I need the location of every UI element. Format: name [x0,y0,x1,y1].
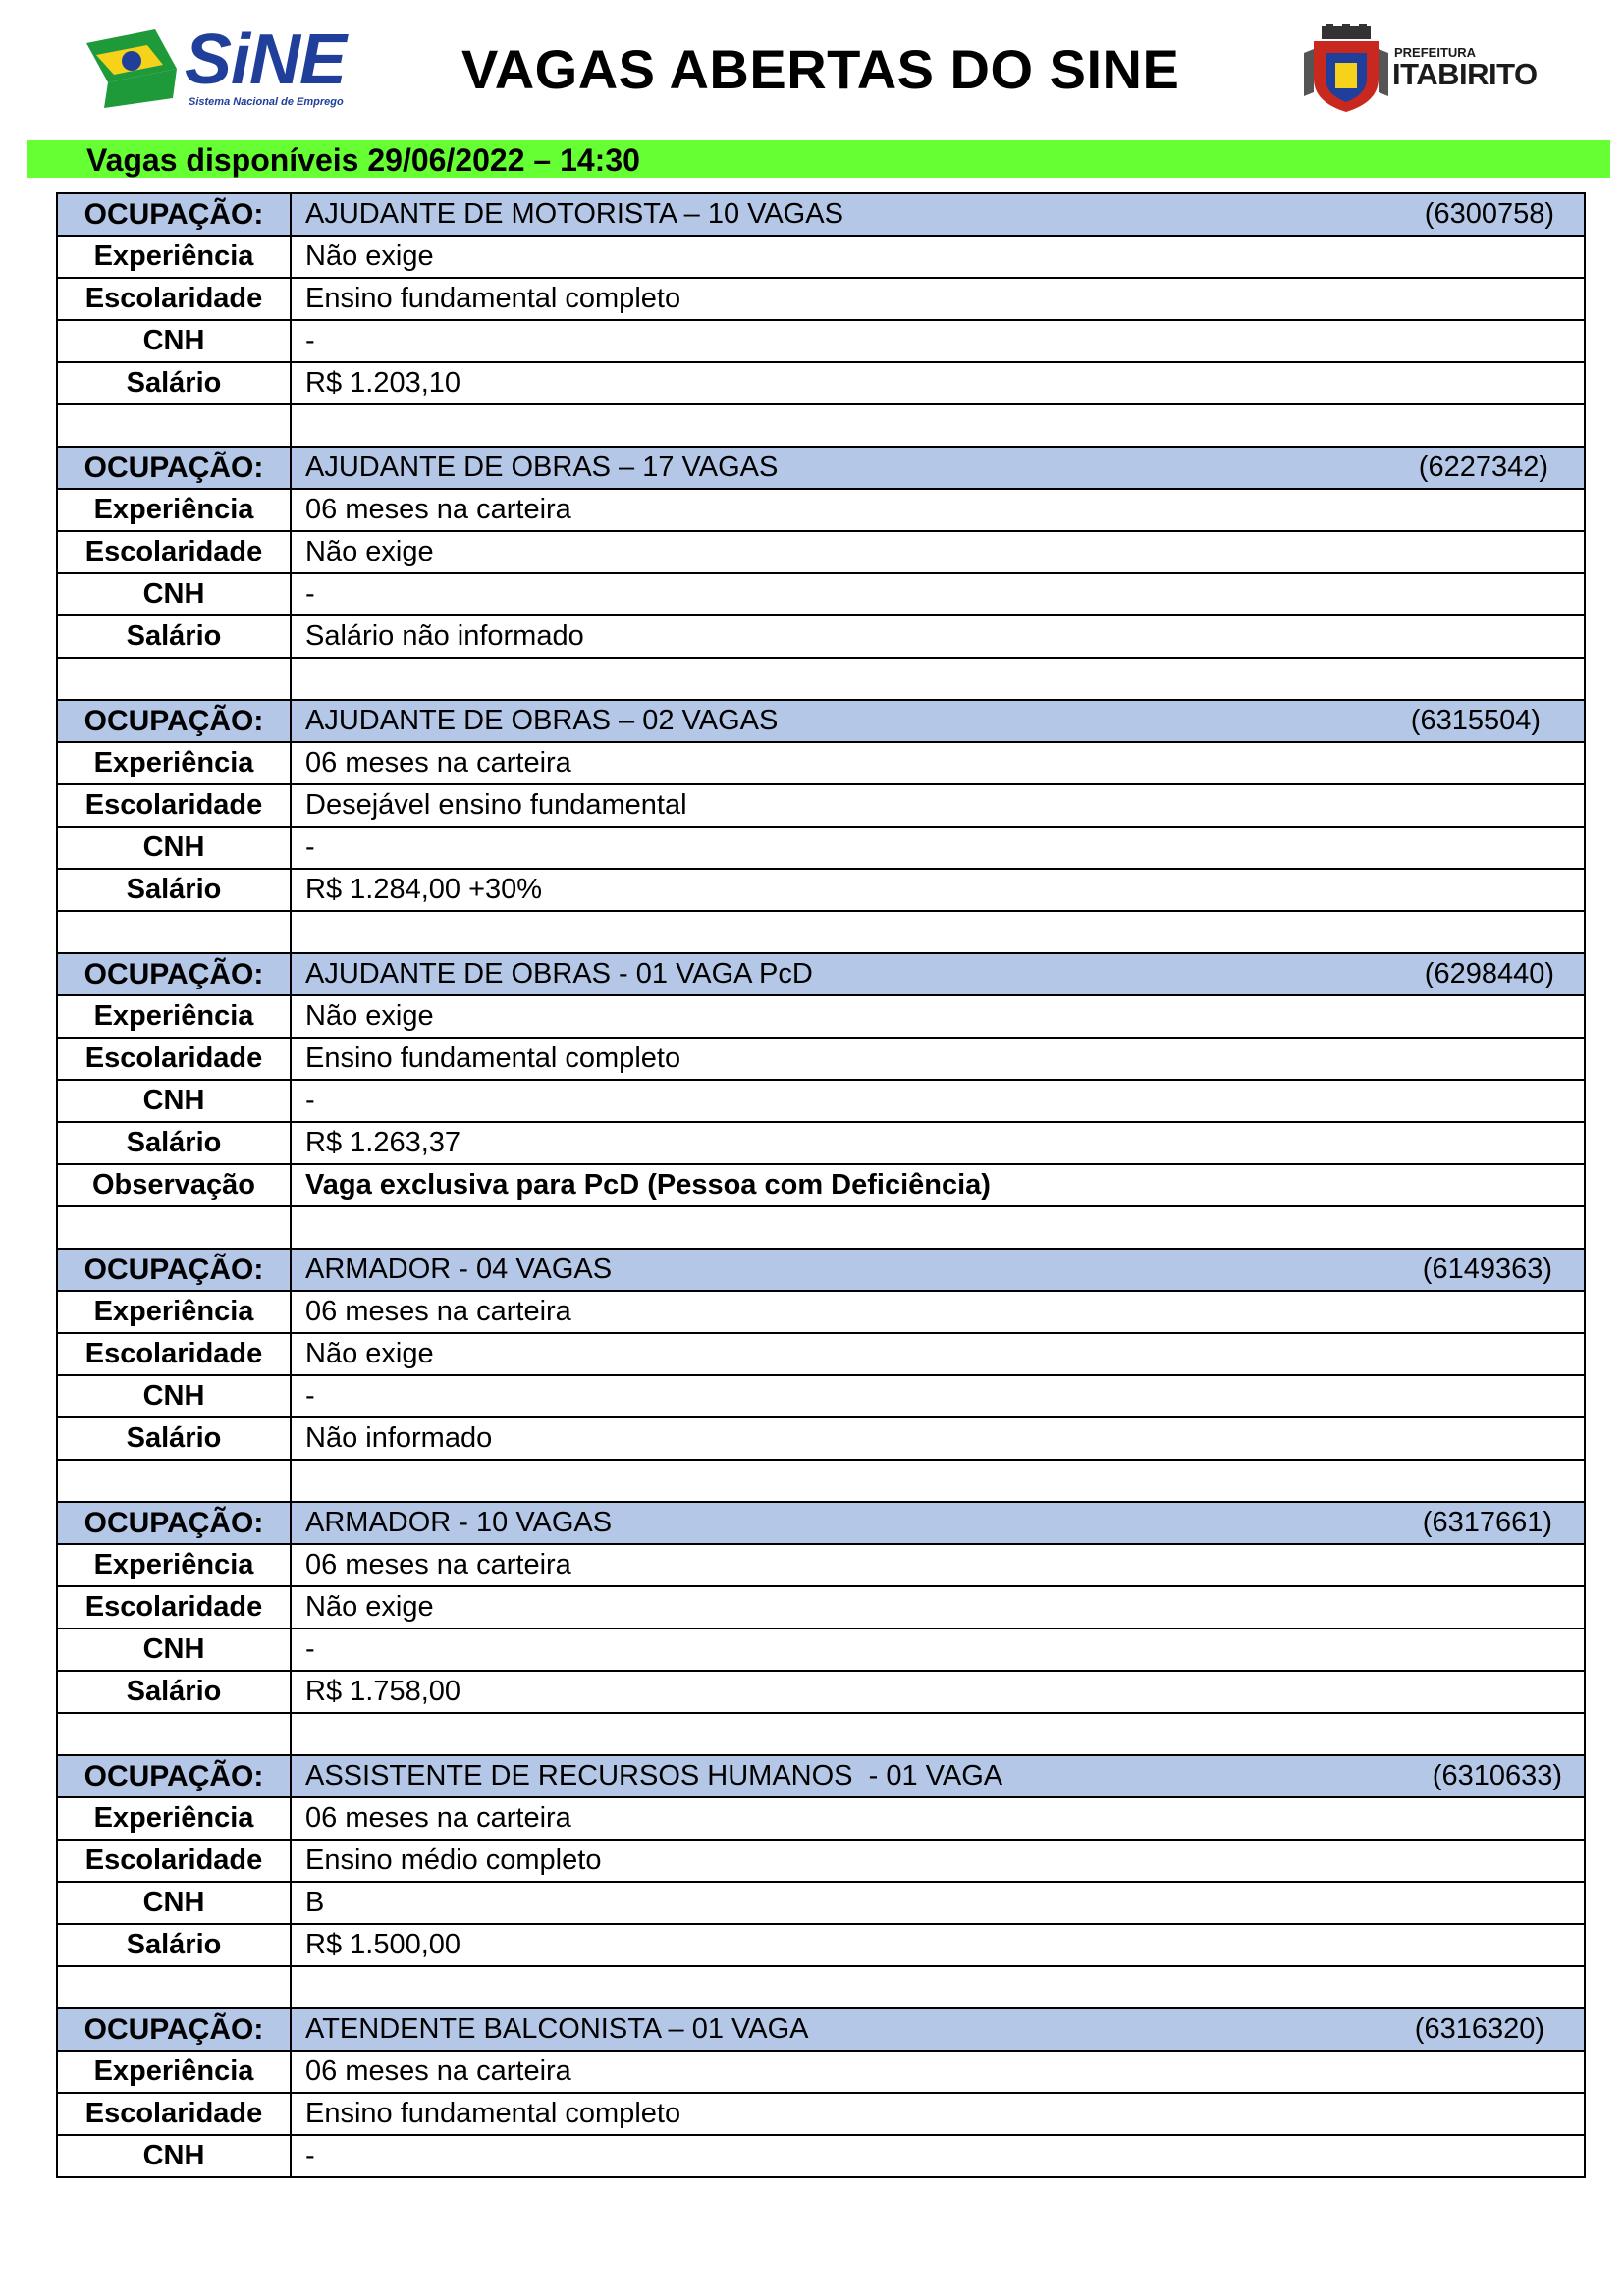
job-title: AJUDANTE DE MOTORISTA – 10 VAGAS [305,198,843,230]
spacer-cell [291,658,1585,700]
education-value: Desejável ensino fundamental [291,784,1585,827]
experience-value: 06 meses na carteira [291,1797,1585,1840]
license-label: CNH [57,2135,291,2177]
salary-label: Salário [57,869,291,911]
experience-row [57,742,1585,784]
spacer-cell [291,1966,1585,2008]
experience-value: 06 meses na carteira [291,2051,1585,2093]
page-header [0,0,1624,137]
job-code: (6300758) [1424,198,1554,230]
occupation-value [291,700,1585,742]
job-title: AJUDANTE DE OBRAS – 02 VAGAS [305,705,779,736]
sine-logo [86,21,361,116]
spacer-row [57,1966,1585,2008]
occupation-value [291,1502,1585,1544]
spacer-cell [291,1713,1585,1755]
job-title: ASSISTENTE DE RECURSOS HUMANOS - 01 VAGA [305,1760,1003,1791]
license-row [57,1375,1585,1417]
spacer-cell [291,1206,1585,1249]
experience-value: 06 meses na carteira [291,489,1585,531]
occupation-label: OCUPAÇÃO: [57,1755,291,1797]
education-label: Escolaridade [57,531,291,573]
license-value: - [291,1629,1585,1671]
salary-label: Salário [57,1417,291,1460]
education-value: Ensino fundamental completo [291,278,1585,320]
license-value: - [291,1080,1585,1122]
job-code: (6310633) [1432,1760,1562,1791]
salary-value: R$ 1.500,00 [291,1924,1585,1966]
license-value: - [291,320,1585,362]
spacer-row [57,911,1585,953]
license-row [57,827,1585,869]
occupation-label: OCUPAÇÃO: [57,193,291,236]
job-code: (6227342) [1418,452,1548,483]
spacer-row [57,658,1585,700]
education-value: Ensino fundamental completo [291,1038,1585,1080]
note-label: Observação [57,1164,291,1206]
salary-row [57,1671,1585,1713]
occupation-label: OCUPAÇÃO: [57,953,291,995]
education-label: Escolaridade [57,1586,291,1629]
salary-label: Salário [57,1671,291,1713]
salary-label: Salário [57,615,291,658]
experience-row [57,236,1585,278]
sine-logo-subtitle: Sistema Nacional de Emprego [189,96,344,108]
salary-row [57,615,1585,658]
salary-value: R$ 1.203,10 [291,362,1585,404]
salary-row [57,869,1585,911]
occupation-row [57,700,1585,742]
experience-label: Experiência [57,236,291,278]
salary-label: Salário [57,362,291,404]
license-value: B [291,1882,1585,1924]
spacer-row [57,404,1585,447]
experience-label: Experiência [57,1797,291,1840]
note-value: Vaga exclusiva para PcD (Pessoa com Deficiência) [291,1164,1585,1206]
city-crest-icon [1304,24,1388,114]
job-title: AJUDANTE DE OBRAS – 17 VAGAS [305,452,779,483]
occupation-label: OCUPAÇÃO: [57,447,291,489]
note-row [57,1164,1585,1206]
education-value: Não exige [291,531,1585,573]
license-label: CNH [57,573,291,615]
license-label: CNH [57,320,291,362]
spacer-cell [291,1460,1585,1502]
salary-value: R$ 1.284,00 +30% [291,869,1585,911]
prefeitura-label: PREFEITURA [1394,45,1477,60]
license-label: CNH [57,1375,291,1417]
spacer-row [57,1206,1585,1249]
occupation-row [57,193,1585,236]
job-listings-table [56,192,1586,2178]
spacer-row [57,1460,1585,1502]
experience-value: 06 meses na carteira [291,1544,1585,1586]
city-name: ITABIRITO [1392,57,1538,91]
license-row [57,1629,1585,1671]
education-label: Escolaridade [57,784,291,827]
occupation-row [57,447,1585,489]
spacer-cell [57,404,291,447]
experience-value: 06 meses na carteira [291,742,1585,784]
license-label: CNH [57,1629,291,1671]
page-title: VAGAS ABERTAS DO SINE [461,38,1180,100]
occupation-value [291,2008,1585,2051]
license-value: - [291,573,1585,615]
experience-label: Experiência [57,742,291,784]
spacer-cell [57,1966,291,2008]
salary-row [57,362,1585,404]
spacer-cell [57,658,291,700]
license-row [57,320,1585,362]
experience-label: Experiência [57,1291,291,1333]
license-row [57,2135,1585,2177]
salary-row [57,1122,1585,1164]
experience-row [57,1544,1585,1586]
education-value: Ensino fundamental completo [291,2093,1585,2135]
occupation-label: OCUPAÇÃO: [57,1249,291,1291]
salary-row [57,1924,1585,1966]
education-row [57,2093,1585,2135]
occupation-value [291,193,1585,236]
education-label: Escolaridade [57,2093,291,2135]
spacer-cell [57,1206,291,1249]
spacer-cell [57,1460,291,1502]
education-row [57,1038,1585,1080]
job-code: (6298440) [1424,958,1554,989]
experience-value: Não exige [291,236,1585,278]
job-title: ATENDENTE BALCONISTA – 01 VAGA [305,2013,809,2045]
occupation-row [57,953,1585,995]
education-row [57,278,1585,320]
education-value: Não exige [291,1586,1585,1629]
job-title: ARMADOR - 10 VAGAS [305,1507,613,1538]
occupation-value [291,1755,1585,1797]
education-value: Ensino médio completo [291,1840,1585,1882]
education-row [57,1586,1585,1629]
experience-label: Experiência [57,489,291,531]
occupation-row [57,1755,1585,1797]
spacer-row [57,1713,1585,1755]
salary-value: R$ 1.758,00 [291,1671,1585,1713]
experience-value: 06 meses na carteira [291,1291,1585,1333]
job-code: (6315504) [1410,705,1541,736]
license-label: CNH [57,1080,291,1122]
license-value: - [291,827,1585,869]
job-title: AJUDANTE DE OBRAS - 01 VAGA PcD [305,958,813,989]
occupation-value [291,447,1585,489]
occupation-value [291,1249,1585,1291]
salary-row [57,1417,1585,1460]
experience-row [57,1797,1585,1840]
availability-date: Vagas disponíveis 29/06/2022 – 14:30 [86,142,640,178]
experience-row [57,1291,1585,1333]
experience-row [57,995,1585,1038]
job-code: (6316320) [1414,2013,1544,2045]
education-value: Não exige [291,1333,1585,1375]
education-label: Escolaridade [57,1038,291,1080]
license-row [57,573,1585,615]
job-title: ARMADOR - 04 VAGAS [305,1254,613,1285]
experience-label: Experiência [57,2051,291,2093]
occupation-label: OCUPAÇÃO: [57,2008,291,2051]
license-row [57,1080,1585,1122]
experience-label: Experiência [57,1544,291,1586]
salary-value: Não informado [291,1417,1585,1460]
experience-label: Experiência [57,995,291,1038]
license-row [57,1882,1585,1924]
education-row [57,531,1585,573]
occupation-value [291,953,1585,995]
salary-label: Salário [57,1122,291,1164]
education-row [57,784,1585,827]
license-label: CNH [57,1882,291,1924]
education-label: Escolaridade [57,1840,291,1882]
occupation-row [57,1502,1585,1544]
salary-value: Salário não informado [291,615,1585,658]
experience-row [57,2051,1585,2093]
occupation-row [57,2008,1585,2051]
brazil-flag-icon [86,29,185,108]
occupation-label: OCUPAÇÃO: [57,700,291,742]
experience-row [57,489,1585,531]
education-label: Escolaridade [57,278,291,320]
license-label: CNH [57,827,291,869]
occupation-label: OCUPAÇÃO: [57,1502,291,1544]
spacer-cell [57,911,291,953]
sine-logo-text: SiNE [185,21,347,99]
occupation-row [57,1249,1585,1291]
experience-value: Não exige [291,995,1585,1038]
availability-banner [27,140,1610,178]
license-value: - [291,1375,1585,1417]
job-code: (6149363) [1422,1254,1552,1285]
salary-value: R$ 1.263,37 [291,1122,1585,1164]
spacer-cell [291,911,1585,953]
education-row [57,1840,1585,1882]
prefeitura-logo [1304,24,1540,114]
salary-label: Salário [57,1924,291,1966]
education-row [57,1333,1585,1375]
spacer-cell [291,404,1585,447]
license-value: - [291,2135,1585,2177]
job-code: (6317661) [1422,1507,1552,1538]
spacer-cell [57,1713,291,1755]
education-label: Escolaridade [57,1333,291,1375]
